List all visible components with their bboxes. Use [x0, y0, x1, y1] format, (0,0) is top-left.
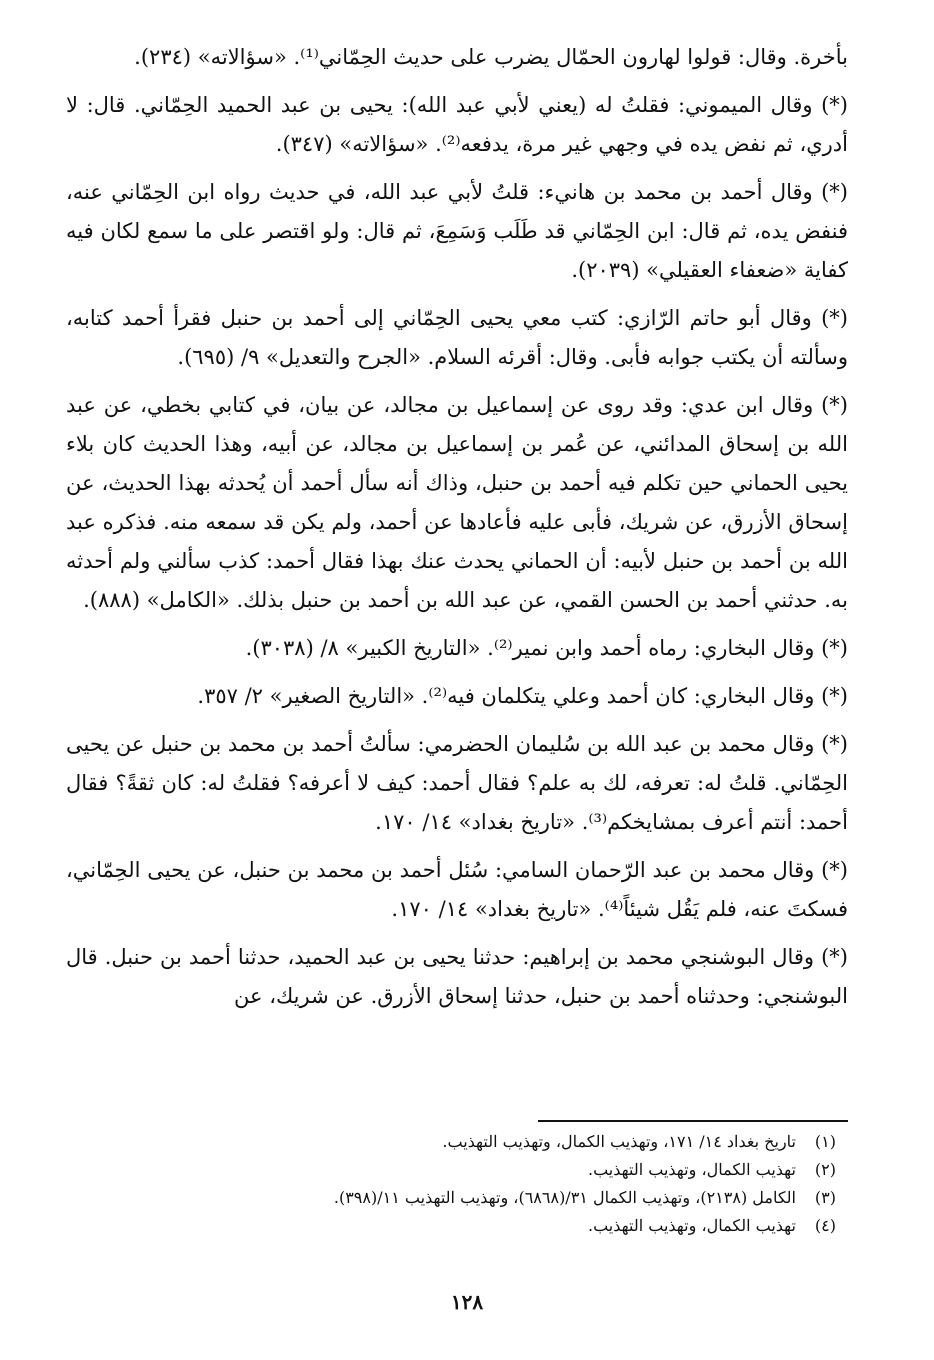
- footnote-divider: [538, 1120, 848, 1122]
- footnote-text: تاريخ بغداد ١٤/ ١٧١، وتهذيب الكمال، وتهذيب التهذيب.: [442, 1132, 796, 1151]
- footnote-number: (١): [814, 1132, 836, 1151]
- paragraph-8: (*) وقال محمد بن عبد الله بن سُليمان الحضرمي: سألتُ أحمد بن محمد بن حنبل عن يحيى الحِمّاني. قلتُ له: تعرفه، لك به علم؟ فقال أحمد: كيف لا أعرفه؟ فقلتُ له: كان ثقةً؟ فقال أحمد: أنتم أعرف بمشايخكم⁽³⁾. «تاريخ بغداد» ١٤/ ١٧٠.: [66, 732, 848, 834]
- footnote-text: تهذيب الكمال، وتهذيب التهذيب.: [587, 1160, 796, 1179]
- main-text: [66, 38, 848, 1025]
- page-number: ١٢٨: [450, 1290, 484, 1314]
- paragraph-10: (*) وقال البوشنجي محمد بن إبراهيم: حدثنا يحيى بن عبد الحميد، حدثنا أحمد بن حنبل. قال البوشنجي: وحدثناه أحمد بن حنبل، حدثنا إسحاق الأزرق. عن شريك، عن: [66, 945, 848, 1008]
- paragraph-7: (*) وقال البخاري: كان أحمد وعلي يتكلمان فيه⁽²⁾. «التاريخ الصغير» ٢/ ٣٥٧.: [197, 684, 848, 708]
- footnote-number: (٣): [814, 1188, 836, 1207]
- paragraph-5: (*) وقال ابن عدي: وقد روى عن إسماعيل بن مجالد، عن بيان، في كتابي بخطي، عن عبد الله بن إسحاق المدائني، عن عُمر بن إسماعيل بن مجالد، عن أبيه، وهذا الحديث كان بلاء يحيى الحماني حين تكلم فيه أحمد بن حنبل، وذاك أنه سأل أحمد أن يُحدثه بهذا الحديث، عن إسحاق الأزرق، عن شريك، فأبى عليه فأعادها عن أحمد، ولم يكن قد سمعه منه. فذكره عبد الله بن أحمد بن حنبل لأبيه: أن الحماني يحدث عنك بهذا فقال أحمد: كذب سألني ولم أحدثه به. حدثني أحمد بن الحسن القمي، عن عبد الله بن أحمد بن حنبل بذلك. «الكامل» (٨٨٨).: [66, 393, 848, 612]
- paragraph-1: بأخرة. وقال: قولوا لهارون الحمّال يضرب على حديث الحِمّاني⁽¹⁾. «سؤالاته» (٢٣٤).: [134, 45, 848, 69]
- footnote-1: [96, 1128, 836, 1156]
- footnote-2: [96, 1156, 836, 1184]
- paragraph-3: (*) وقال أحمد بن محمد بن هانيء: قلتُ لأبي عبد الله، في حديث رواه ابن الحِمّاني عنه، فنفض يده، ثم قال: ابن الحِمّاني قد طَلَب وَسَمِعَ، ثم قال: ولو اقتصر على ما سمع لكان فيه كفاية «ضعفاء العقيلي» (٢٠٣٩).: [66, 180, 848, 282]
- footnote-text: الكامل (٢١٣٨)، وتهذيب الكمال ٣١/(٦٨٦٨)، وتهذيب التهذيب ١١/(٣٩٨).: [333, 1188, 796, 1207]
- footnote-text: تهذيب الكمال، وتهذيب التهذيب.: [587, 1216, 796, 1235]
- footnote-3: [96, 1184, 836, 1212]
- footnote-number: (٢): [814, 1160, 836, 1179]
- footnote-4: [96, 1212, 836, 1240]
- footnotes: [96, 1128, 836, 1240]
- paragraph-2: (*) وقال الميموني: فقلتُ له (يعني لأبي عبد الله): يحيى بن عبد الحميد الحِمّاني. قال: لا أدري، ثم نفض يده في وجهي غير مرة، يدفعه⁽²⁾. «سؤالاته» (٣٤٧).: [66, 93, 848, 156]
- paragraph-6: (*) وقال البخاري: رماه أحمد وابن نمير⁽²⁾. «التاريخ الكبير» ٨/ (٣٠٣٨).: [245, 636, 848, 660]
- paragraph-4: (*) وقال أبو حاتم الرّازي: كتب معي يحيى الحِمّاني إلى أحمد بن حنبل فقرأ أحمد كتابه، وسألته أن يكتب جوابه فأبى. وقال: أقرئه السلام. «الجرح والتعديل» ٩/ (٦٩٥).: [66, 306, 848, 369]
- paragraph-9: (*) وقال محمد بن عبد الرّحمان السامي: سُئل أحمد بن محمد بن حنبل، عن يحيى الحِمّاني، فسكتَ عنه، فلم يَقُل شيئاً⁽⁴⁾. «تاريخ بغداد» ١٤/ ١٧٠.: [66, 858, 848, 921]
- footnote-number: (٤): [814, 1216, 836, 1235]
